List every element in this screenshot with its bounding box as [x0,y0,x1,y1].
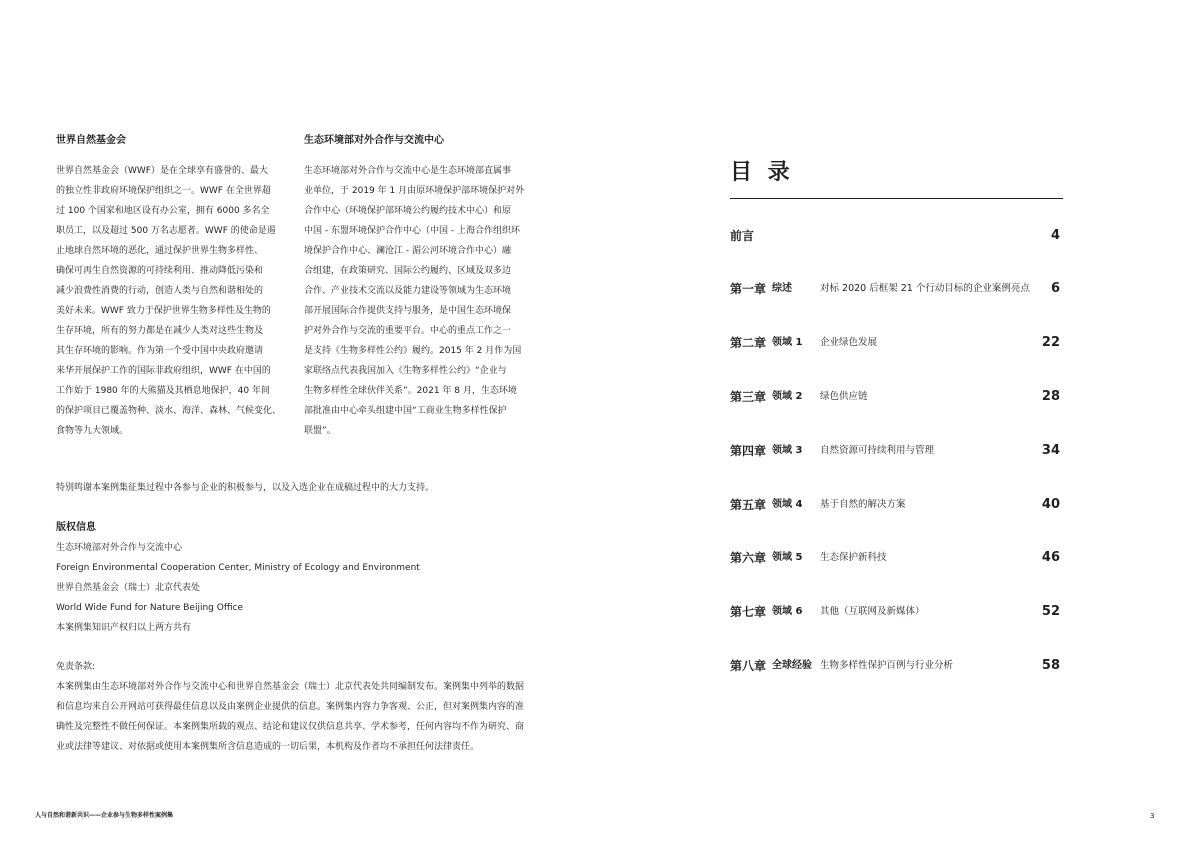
fecc-line: 生物多样性全球伙伴关系”。2021 年 8 月，生态环境 [304,386,517,396]
wwf-paragraph [56,161,286,441]
toc-chapter: 第五章 [730,498,767,512]
wwf-line: 工作始于 1980 年的大熊猫及其栖息地保护，40 年间 [56,386,270,396]
toc-title-text: 对标 2020 后框架 21 个行动目标的企业案例亮点 [820,283,1030,294]
toc-domain: 领域 6 [772,606,803,617]
wwf-section [56,134,286,441]
toc-title-text: 自然资源可持续利用与管理 [820,445,935,456]
fecc-line: 部开展国际合作提供支持与服务，是中国生态环境保 [304,306,512,316]
disclaimer-line: 确性及完整性不做任何保证。本案例集所载的观点、结论和建议仅供信息共享、学术参考，任何内容均不作为研究、商 [56,722,525,732]
toc-page: 4 [1050,228,1060,243]
toc-page: 40 [1041,497,1060,512]
toc-title-text: 生物多样性保护百例与行业分析 [820,660,954,671]
toc-domain: 综述 [772,283,792,294]
running-footer: 人与自然和谐新共识——企业参与生物多样性案例集 [35,812,174,819]
toc-page: 22 [1041,335,1060,350]
toc-title-text: 绿色供应链 [820,391,868,402]
wwf-line: 职员工，以及超过 500 万名志愿者。WWF 的使命是遏 [56,226,276,236]
toc-chapter: 第一章 [730,282,767,296]
toc-chapter: 第三章 [730,390,767,404]
toc-chapter: 第六章 [730,551,767,565]
toc-title-text: 基于自然的解决方案 [820,499,906,510]
copyright-line: World Wide Fund for Nature Beijing Office [56,603,244,613]
fecc-paragraph [304,161,534,441]
fecc-line: 联盟”。 [304,426,336,436]
toc-page: 52 [1041,604,1060,619]
copyright-line: Foreign Environmental Cooperation Center, Ministry of Ecology and Environment [56,563,420,573]
toc-page: 34 [1041,443,1060,458]
copyright-line: 本案例集知识产权归以上两方共有 [56,623,192,633]
fecc-section [304,134,534,441]
toc-chapter: 第四章 [730,444,767,458]
wwf-line: 其生存环境的影响。作为第一个受中国中央政府邀请 [56,346,264,356]
copyright-line: 世界自然基金会（瑞士）北京代表处 [56,583,201,593]
wwf-line: 食物等九大领域。 [56,426,129,436]
fecc-line: 家联络点代表我国加入《生物多样性公约》“企业与 [304,366,507,376]
toc-page: 46 [1041,550,1060,565]
toc-chapter: 第七章 [730,605,767,619]
copyright-section [56,521,420,638]
disclaimer-section [56,657,524,757]
fecc-line: 是支持《生物多样性公约》履约。2015 年 2 月作为国 [304,346,522,356]
toc-page: 28 [1041,389,1060,404]
disclaimer-line: 本案例集由生态环境部对外合作与交流中心和世界自然基金会（瑞士）北京代表处共同编制发布。案例集中列举的数据 [56,682,525,692]
toc-domain: 领域 5 [772,552,803,563]
fecc-line: 部批准由中心牵头组建中国“工商业生物多样性保护 [304,406,507,416]
toc-divider [730,198,1063,199]
toc-title-text: 其他（互联网及新媒体） [820,606,925,617]
toc-domain: 领域 2 [772,391,803,402]
disclaimer-heading: 免责条款: [56,662,96,672]
fecc-line: 业单位，于 2019 年 1 月由原环境保护部环境保护对外 [304,186,525,196]
toc-entry-chapter-6[interactable] [730,548,1060,568]
fecc-line: 合组建，在政策研究、国际公约履约、区域及双多边 [304,266,512,276]
toc-title: 目 录 [730,160,794,185]
toc-domain: 领域 4 [772,499,803,510]
fecc-line: 生态环境部对外合作与交流中心是生态环境部直属事 [304,166,512,176]
toc-entry-chapter-1[interactable] [730,279,1060,299]
wwf-heading: 世界自然基金会 [56,135,126,146]
toc-domain: 领域 1 [772,337,803,348]
disclaimer-line: 业或法律等建议、对依据或使用本案例集所含信息造成的一切后果，本机构及作者均不承担任何法律责任。 [56,742,480,752]
wwf-line: 确保可再生自然资源的可持续利用、推动降低污染和 [56,266,264,276]
toc-entry-chapter-3[interactable] [730,387,1060,407]
toc-page: 58 [1041,658,1060,673]
toc-entry-chapter-7[interactable] [730,602,1060,622]
toc-entry-chapter-8[interactable] [730,656,1060,676]
fecc-line: 合作、产业技术交流以及能力建设等领域为生态环境 [304,286,512,296]
wwf-line: 止地球自然环境的恶化，通过保护世界生物多样性、 [56,246,264,256]
wwf-line: 世界自然基金会（WWF）是在全球享有盛誉的、最大 [56,166,268,176]
fecc-line: 中国 - 东盟环境保护合作中心（中国 - 上海合作组织环 [304,226,520,236]
thanks-note: 特别鸣谢本案例集征集过程中各参与企业的积极参与，以及入选企业在成稿过程中的大力支持。 [56,483,435,493]
toc-domain: 全球经验 [772,660,812,671]
wwf-line: 生存环境，所有的努力都是在减少人类对这些生物及 [56,326,264,336]
wwf-line: 过 100 个国家和地区设有办公室，拥有 6000 多名全 [56,206,270,216]
wwf-line: 的保护项目已覆盖物种、淡水、海洋、森林、气候变化、 [56,406,282,416]
fecc-heading: 生态环境部对外合作与交流中心 [304,135,444,146]
toc-title-text: 生态保护新科技 [820,552,887,563]
fecc-line: 境保护合作中心、澜沧江 - 湄公河环境合作中心）融 [304,246,511,256]
toc-entry-chapter-4[interactable] [730,441,1060,461]
toc-page: 6 [1050,281,1060,296]
fecc-line: 护对外合作与交流的重要平台。中心的重点工作之一 [304,326,512,336]
toc-title-text: 企业绿色发展 [820,337,878,348]
toc-entry-chapter-5[interactable] [730,495,1060,515]
fecc-line: 合作中心（环境保护部环境公约履约技术中心）和原 [304,206,512,216]
wwf-line: 的独立性非政府环境保护组织之一。WWF 在全世界超 [56,186,271,196]
toc-chapter: 第二章 [730,336,767,350]
toc-chapter: 前言 [730,229,755,243]
wwf-line: 来华开展保护工作的国际非政府组织，WWF 在中国的 [56,366,271,376]
toc-domain: 领域 3 [772,445,803,456]
copyright-line: 生态环境部对外合作与交流中心 [56,543,183,553]
toc-entry-chapter-2[interactable] [730,333,1060,353]
wwf-line: 减少浪费性消费的行动，创造人类与自然和谐相处的 [56,286,264,296]
page-number: 3 [1150,812,1155,820]
disclaimer-line: 和信息均来自公开网站可获得最佳信息以及由案例企业提供的信息。案例集内容力争客观、公正，但对案例集内容的准 [56,702,525,712]
copyright-heading: 版权信息 [56,522,96,533]
wwf-line: 美好未来。WWF 致力于保护世界生物多样性及生物的 [56,306,271,316]
toc-entry-preface[interactable] [730,226,1060,246]
toc-chapter: 第八章 [730,659,767,673]
